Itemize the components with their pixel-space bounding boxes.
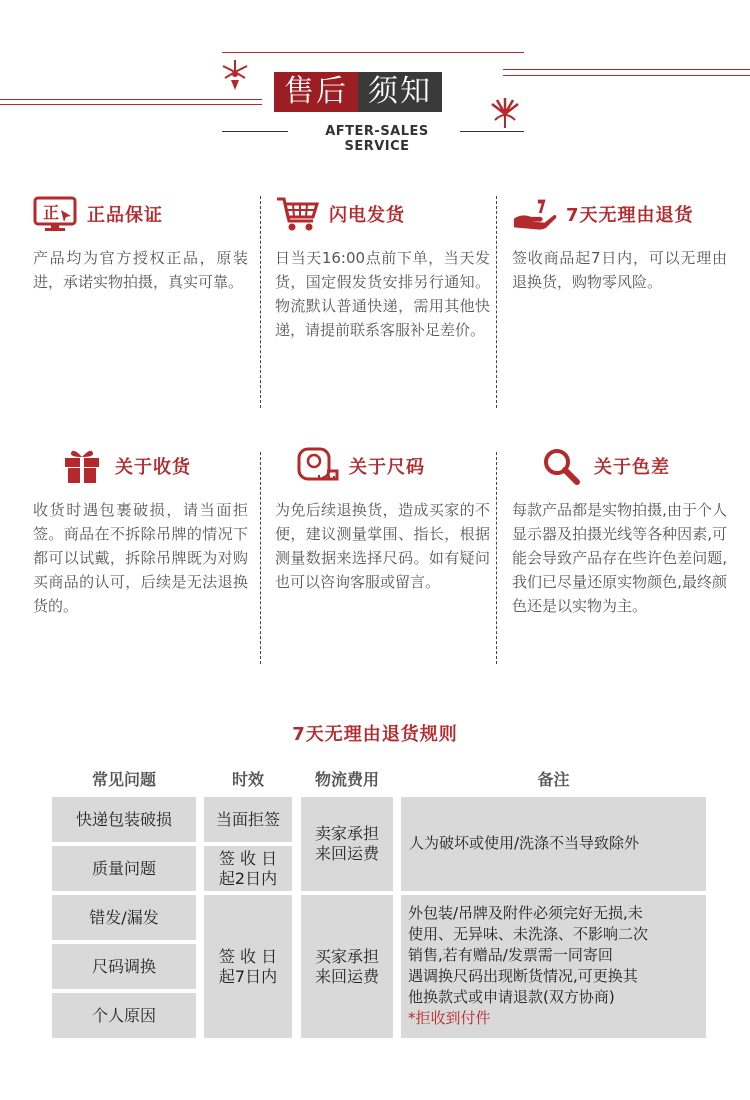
feature-title: 关于收货	[115, 457, 191, 478]
note-line: 使用、无异味、未洗涤、不影响二次	[408, 925, 649, 943]
ornament-right-icon	[488, 96, 522, 130]
svg-text:正: 正	[43, 203, 60, 222]
divider-row2-b	[496, 452, 497, 664]
header-fee: 物流费用	[314, 770, 379, 789]
feature-text: 收货时遇包裹破损，请当面拒签。商品在不拆除吊牌的情况下都可以试戴，拆除吊牌既为对购买商品的认可，后续是无法退换货的。	[33, 501, 248, 615]
feature-text: 为免后续退换货，造成买家的不便，建议测量掌围、指长，根据测量数据来选择尺码。如有疑问也可以咨询客服或留言。	[275, 501, 490, 591]
ornament-left-icon	[220, 58, 250, 92]
header-line-right	[503, 69, 750, 70]
divider-row1-b	[496, 196, 497, 408]
title-part-dark: 须知	[358, 72, 442, 112]
table-cell-time: 签 收 日 起7日内	[204, 895, 292, 1038]
feature-text: 日当天16:00点前下单，当天发货，国定假发货安排另行通知。物流默认普通快递，需用其他快递，请提前联系客服补足差价。	[275, 249, 490, 339]
feature-genuine	[33, 194, 248, 294]
table-cell-issue: 快递包装破损	[52, 797, 196, 842]
feature-fast-shipping	[275, 194, 490, 342]
note-line: 他换款式或申请退款(双方协商)	[408, 988, 615, 1006]
feature-text: 签收商品起7日内，可以无理由退换货，购物零风险。	[512, 249, 727, 291]
page-subtitle: AFTER-SALES SERVICE	[325, 124, 429, 154]
feature-text: 每款产品都是实物拍摄,由于个人显示器及拍摄光线等各种因素,可能会导致产品存在些许色差问题,我们已尽量还原实物颜色,最终颜色还是以实物为主。	[512, 501, 727, 615]
table-cell-time: 当面拒签	[204, 797, 292, 842]
table-cell-issue: 个人原因	[52, 993, 196, 1038]
feature-color-difference	[512, 446, 727, 618]
feature-title: 关于色差	[594, 457, 670, 478]
feature-title: 7天无理由退货	[566, 205, 694, 226]
feature-receiving	[33, 446, 248, 618]
header-line-bottom-right	[460, 131, 524, 132]
table-cell-note	[401, 797, 706, 891]
gift-box-icon	[33, 446, 107, 486]
header-note: 备注	[537, 770, 570, 789]
shopping-cart-icon	[275, 194, 321, 234]
table-cell-fee: 卖家承担 来回运费	[301, 797, 393, 891]
table-cell-issue: 错发/漏发	[52, 895, 196, 940]
table-cell-issue: 尺码调换	[52, 944, 196, 989]
table-cell-fee: 买家承担 来回运费	[301, 895, 393, 1038]
rules-title: 7天无理由退货规则	[292, 724, 458, 745]
genuine-monitor-icon	[33, 194, 79, 234]
feature-7day-return	[512, 194, 727, 294]
feature-title: 关于尺码	[349, 457, 425, 478]
table-cell-issue: 质量问题	[52, 846, 196, 891]
table-cell-note	[401, 895, 706, 1038]
feature-text: 产品均为官方授权正品，原装进，承诺实物拍摄，真实可靠。	[33, 249, 248, 291]
header-line-bottom-left	[222, 131, 288, 132]
note-text-block	[408, 903, 704, 1029]
note-warning: *拒收到付件	[408, 1009, 491, 1027]
tape-measure-icon	[275, 446, 341, 486]
note-line: 外包装/吊牌及附件必须完好无损,未	[408, 904, 643, 922]
header-line-right-2	[503, 75, 750, 76]
note-text: 人为破坏或使用/洗涤不当导致除外	[409, 834, 640, 852]
header-line-left	[0, 99, 262, 100]
header-time: 时效	[231, 770, 264, 789]
divider-row2-a	[260, 452, 261, 664]
magnifier-icon	[512, 446, 586, 486]
hand-return-icon	[512, 194, 558, 234]
header-line-top	[222, 52, 524, 53]
header-line-left-2	[0, 104, 262, 105]
feature-title: 正品保证	[87, 205, 163, 226]
header-issue: 常见问题	[91, 770, 156, 789]
divider-row1-a	[260, 196, 261, 408]
page-title	[274, 72, 442, 112]
note-line: 销售,若有赠品/发票需一同寄回	[408, 946, 613, 964]
table-cell-time: 签 收 日 起2日内	[204, 846, 292, 891]
feature-size	[275, 446, 490, 594]
title-part-red: 售后	[274, 72, 358, 112]
feature-title: 闪电发货	[329, 205, 405, 226]
note-line: 遇调换尺码出现断货情况,可更换其	[408, 967, 638, 985]
